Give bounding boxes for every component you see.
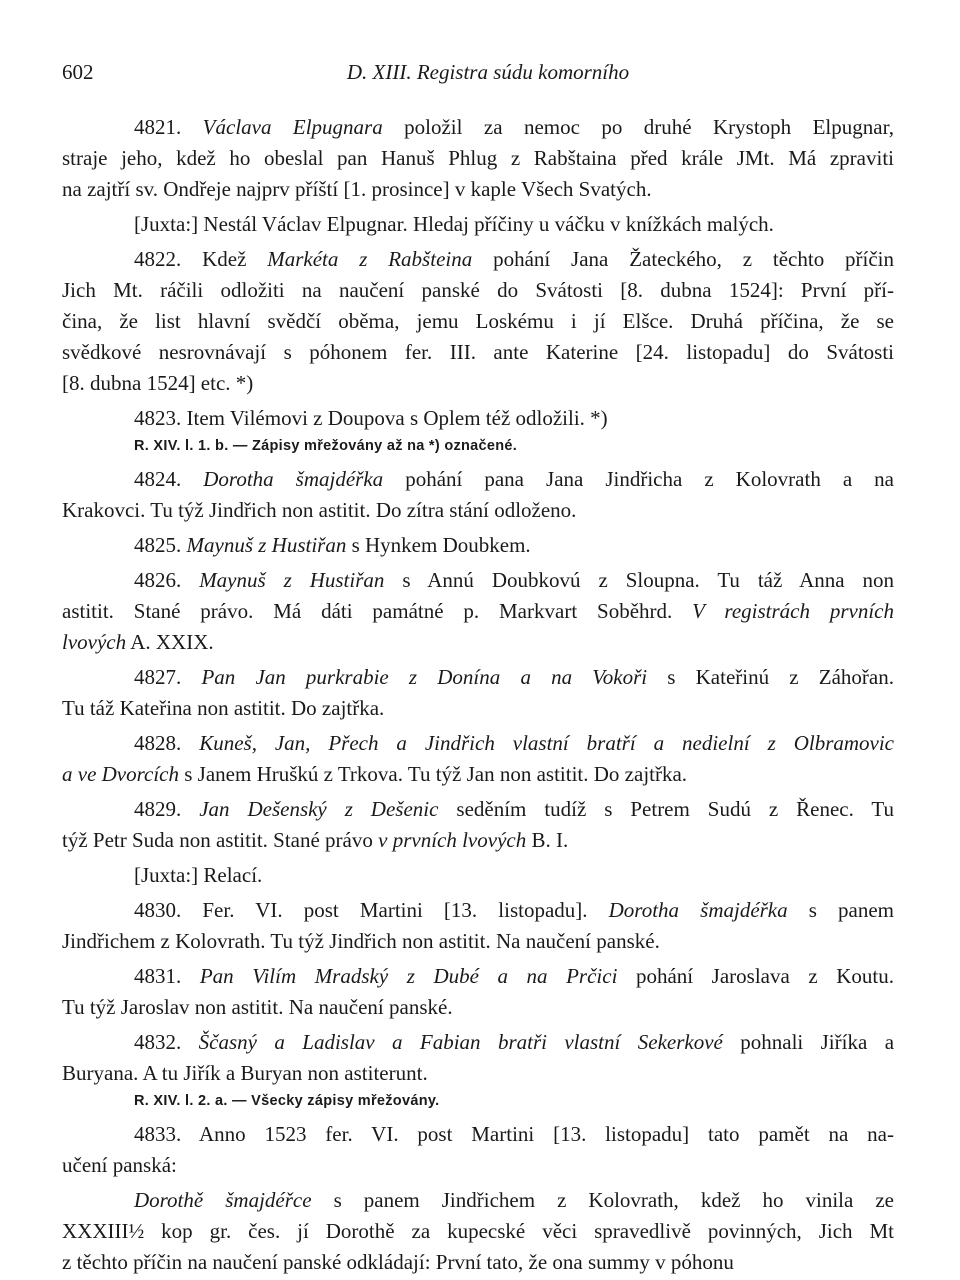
register-entry [62, 961, 894, 1023]
italic-name: Dorothě šmajdéřce [134, 1188, 312, 1212]
entry-text: pohnali Jiříka a [722, 1030, 895, 1054]
entry-line [62, 926, 894, 957]
italic-name: Jan Dešenský z Dešenic [199, 797, 439, 821]
entry-line [62, 1247, 894, 1278]
entry-number: 4825. [134, 533, 187, 557]
entry-text: Kdež [202, 247, 268, 271]
entry-text: Buryana. A tu Jiřík a Buryan non astiterunt. [62, 1061, 428, 1085]
entry-text: s Hynkem Doubkem. [346, 533, 531, 557]
italic-name: lvových [62, 630, 127, 654]
entry-line [62, 1150, 894, 1181]
register-entry [62, 530, 894, 561]
entry-line [62, 112, 894, 143]
entry-text: Fer. VI. post Martini [13. listopadu]. [202, 898, 609, 922]
entry-number: 4831. [134, 964, 200, 988]
entry-line [62, 662, 894, 693]
entry-line [62, 992, 894, 1023]
entry-text: Jich Mt. ráčili odložiti na naučení panské do Svátosti [8. dubna 1524]: První pří- [62, 278, 894, 302]
entry-line [62, 1027, 894, 1058]
entry-number: 4824. [134, 467, 204, 491]
register-entry [62, 1185, 894, 1278]
entry-line [62, 275, 894, 306]
italic-name: a ve Dvorcích [62, 762, 179, 786]
entry-text: svědkové nesrovnávají s póhonem fer. III. ante Katerine [24. listopadu] do Svátosti [62, 340, 894, 364]
entry-number: 4830. [134, 898, 203, 922]
entry-line [62, 961, 894, 992]
entry-number: 4833. [134, 1122, 199, 1146]
entry-line [62, 565, 894, 596]
entry-line [62, 627, 894, 658]
entry-text: seděním tudíž s Petrem Sudú z Řenec. Tu [438, 797, 895, 821]
entry-text: straje jeho, kdež ho obeslal pan Hanuš Phlug z Rabštaina před krále JMt. Má zpraviti [62, 146, 894, 170]
entry-line [62, 693, 894, 724]
register-entry [62, 662, 894, 724]
page-header [62, 60, 894, 100]
entry-text: Tu týž Jaroslav non astitit. Na naučení panské. [62, 995, 453, 1019]
entry-number: 4832. [134, 1030, 199, 1054]
entry-text: B. I. [526, 828, 569, 852]
entry-text: na zajtří sv. Ondřeje najprv příští [1. prosince] v kaple Všech Svatých. [62, 177, 652, 201]
entry-text: Jindřichem z Kolovrath. Tu týž Jindřich non astitit. Na naučení panské. [62, 929, 660, 953]
juxta-note: [Juxta:] Nestál Václav Elpugnar. Hledaj příčiny u váčku v knížkách malých. [134, 212, 774, 236]
entry-line [62, 464, 894, 495]
italic-name: Václava Elpugnara [202, 115, 383, 139]
entry-number: 4829. [134, 797, 200, 821]
register-entry [62, 112, 894, 205]
italic-name: Kuneš, Jan, Přech a Jindřich vlastní bratří a nedielní z Olbramovic [199, 731, 895, 755]
register-entry [62, 1119, 894, 1181]
register-entry [62, 464, 894, 526]
entry-number: 4821. [134, 115, 203, 139]
entry-line [62, 337, 894, 368]
italic-name: Dorotha šmajdéřka [203, 467, 384, 491]
entry-text: s panem Jindřichem z Kolovrath, kdež ho vinila ze [311, 1188, 894, 1212]
entry-text: pohání pana Jana Jindřicha z Kolovrath a na [383, 467, 894, 491]
entry-line [62, 368, 894, 399]
entry-line [62, 895, 894, 926]
italic-name: Ščasný a Ladislav a Fabian bratři vlastní Sekerkové [198, 1030, 723, 1054]
running-title: D. XIII. Registra súdu komorního [346, 60, 630, 84]
entry-line [62, 1119, 894, 1150]
entry-text: učení panská: [62, 1153, 177, 1177]
register-entry [62, 728, 894, 790]
entry-text: s Janem Hruškú z Trkova. Tu týž Jan non astitit. Do zajtřka. [179, 762, 688, 786]
entry-text: pohání Jana Žateckého, z těchto příčin [472, 247, 895, 271]
register-entry [62, 403, 894, 434]
entry-text: Item Vilémovi z Doupova s Oplem též odložili. *) [186, 406, 608, 430]
entry-text: s panem [787, 898, 895, 922]
entry-number: 4822. [134, 247, 203, 271]
entry-line [62, 143, 894, 174]
entry-line [62, 306, 894, 337]
entry-text: [8. dubna 1524] etc. *) [62, 371, 254, 395]
entries-list [62, 112, 894, 1278]
entry-number: 4828. [134, 731, 200, 755]
italic-name: Pan Jan purkrabie z Donína a na Vokoři [201, 665, 648, 689]
entry-text: položil za nemoc po druhé Krystoph Elpugnar, [382, 115, 894, 139]
italic-name: V registrách prvních [692, 599, 894, 623]
source-note: R. XIV. l. 1. b. — Zápisy mřežovány až na *) označené. [134, 438, 518, 454]
entry-text: Tu táž Kateřina non astitit. Do zajtřka. [62, 696, 385, 720]
entry-text: pohání Jaroslava z Koutu. [617, 964, 895, 988]
entry-line [62, 1058, 894, 1089]
italic-name: Maynuš z Hustiřan [186, 533, 347, 557]
entry-text: s Kateřinú z Záhořan. [647, 665, 894, 689]
entry-line [62, 794, 894, 825]
italic-name: Markéta z Rabšteina [267, 247, 473, 271]
entry-line [62, 596, 894, 627]
entry-text: Krakovci. Tu týž Jindřich non astitit. Do zítra stání odloženo. [62, 498, 577, 522]
register-entry [62, 794, 894, 856]
italic-name: Maynuš z Hustiřan [199, 568, 385, 592]
entry-number: 4823. [134, 406, 187, 430]
entry-text: Anno 1523 fer. VI. post Martini [13. listopadu] tato pamět na na- [198, 1122, 894, 1146]
entry-line [62, 728, 894, 759]
entry-line [62, 1216, 894, 1247]
juxta-note: [Juxta:] Relací. [134, 863, 263, 887]
source-note: R. XIV. l. 2. a. — Všecky zápisy mřežovány. [134, 1093, 440, 1109]
entry-text: s Annú Doubkovú z Sloupna. Tu táž Anna non [384, 568, 895, 592]
entry-text: z těchto příčin na naučení panské odkládají: První tato, že ona summy v póhonu [62, 1250, 734, 1274]
entry-line [62, 244, 894, 275]
register-entry [62, 895, 894, 957]
entry-text: týž Petr Suda non astitit. Stané právo [62, 828, 379, 852]
entry-line [62, 495, 894, 526]
entry-line [62, 1185, 894, 1216]
italic-name: Dorotha šmajdéřka [608, 898, 788, 922]
register-entry [62, 1027, 894, 1089]
entry-line [62, 174, 894, 205]
entry-line [62, 825, 894, 856]
register-entry [62, 244, 894, 399]
entry-line [62, 403, 894, 434]
entry-line [62, 759, 894, 790]
register-entry [62, 565, 894, 658]
entry-number: 4827. [134, 665, 202, 689]
italic-name: v prvních lvových [378, 828, 527, 852]
entry-text: A. XXIX. [126, 630, 214, 654]
entry-number: 4826. [134, 568, 200, 592]
entry-line [62, 530, 894, 561]
entry-text: XXXIII½ kop gr. čes. jí Dorothě za kupecské věci spravedlivě povinných, Jich Mt [62, 1219, 894, 1243]
entry-text: čina, že list hlavní svědčí oběma, jemu Loskému i jí Elšce. Druhá příčina, že se [62, 309, 894, 333]
page-number: 602 [62, 60, 94, 84]
entry-text: astitit. Stané právo. Má dáti památné p. Markvart Soběhrd. [62, 599, 693, 623]
italic-name: Pan Vilím Mradský z Dubé a na Prčici [199, 964, 618, 988]
